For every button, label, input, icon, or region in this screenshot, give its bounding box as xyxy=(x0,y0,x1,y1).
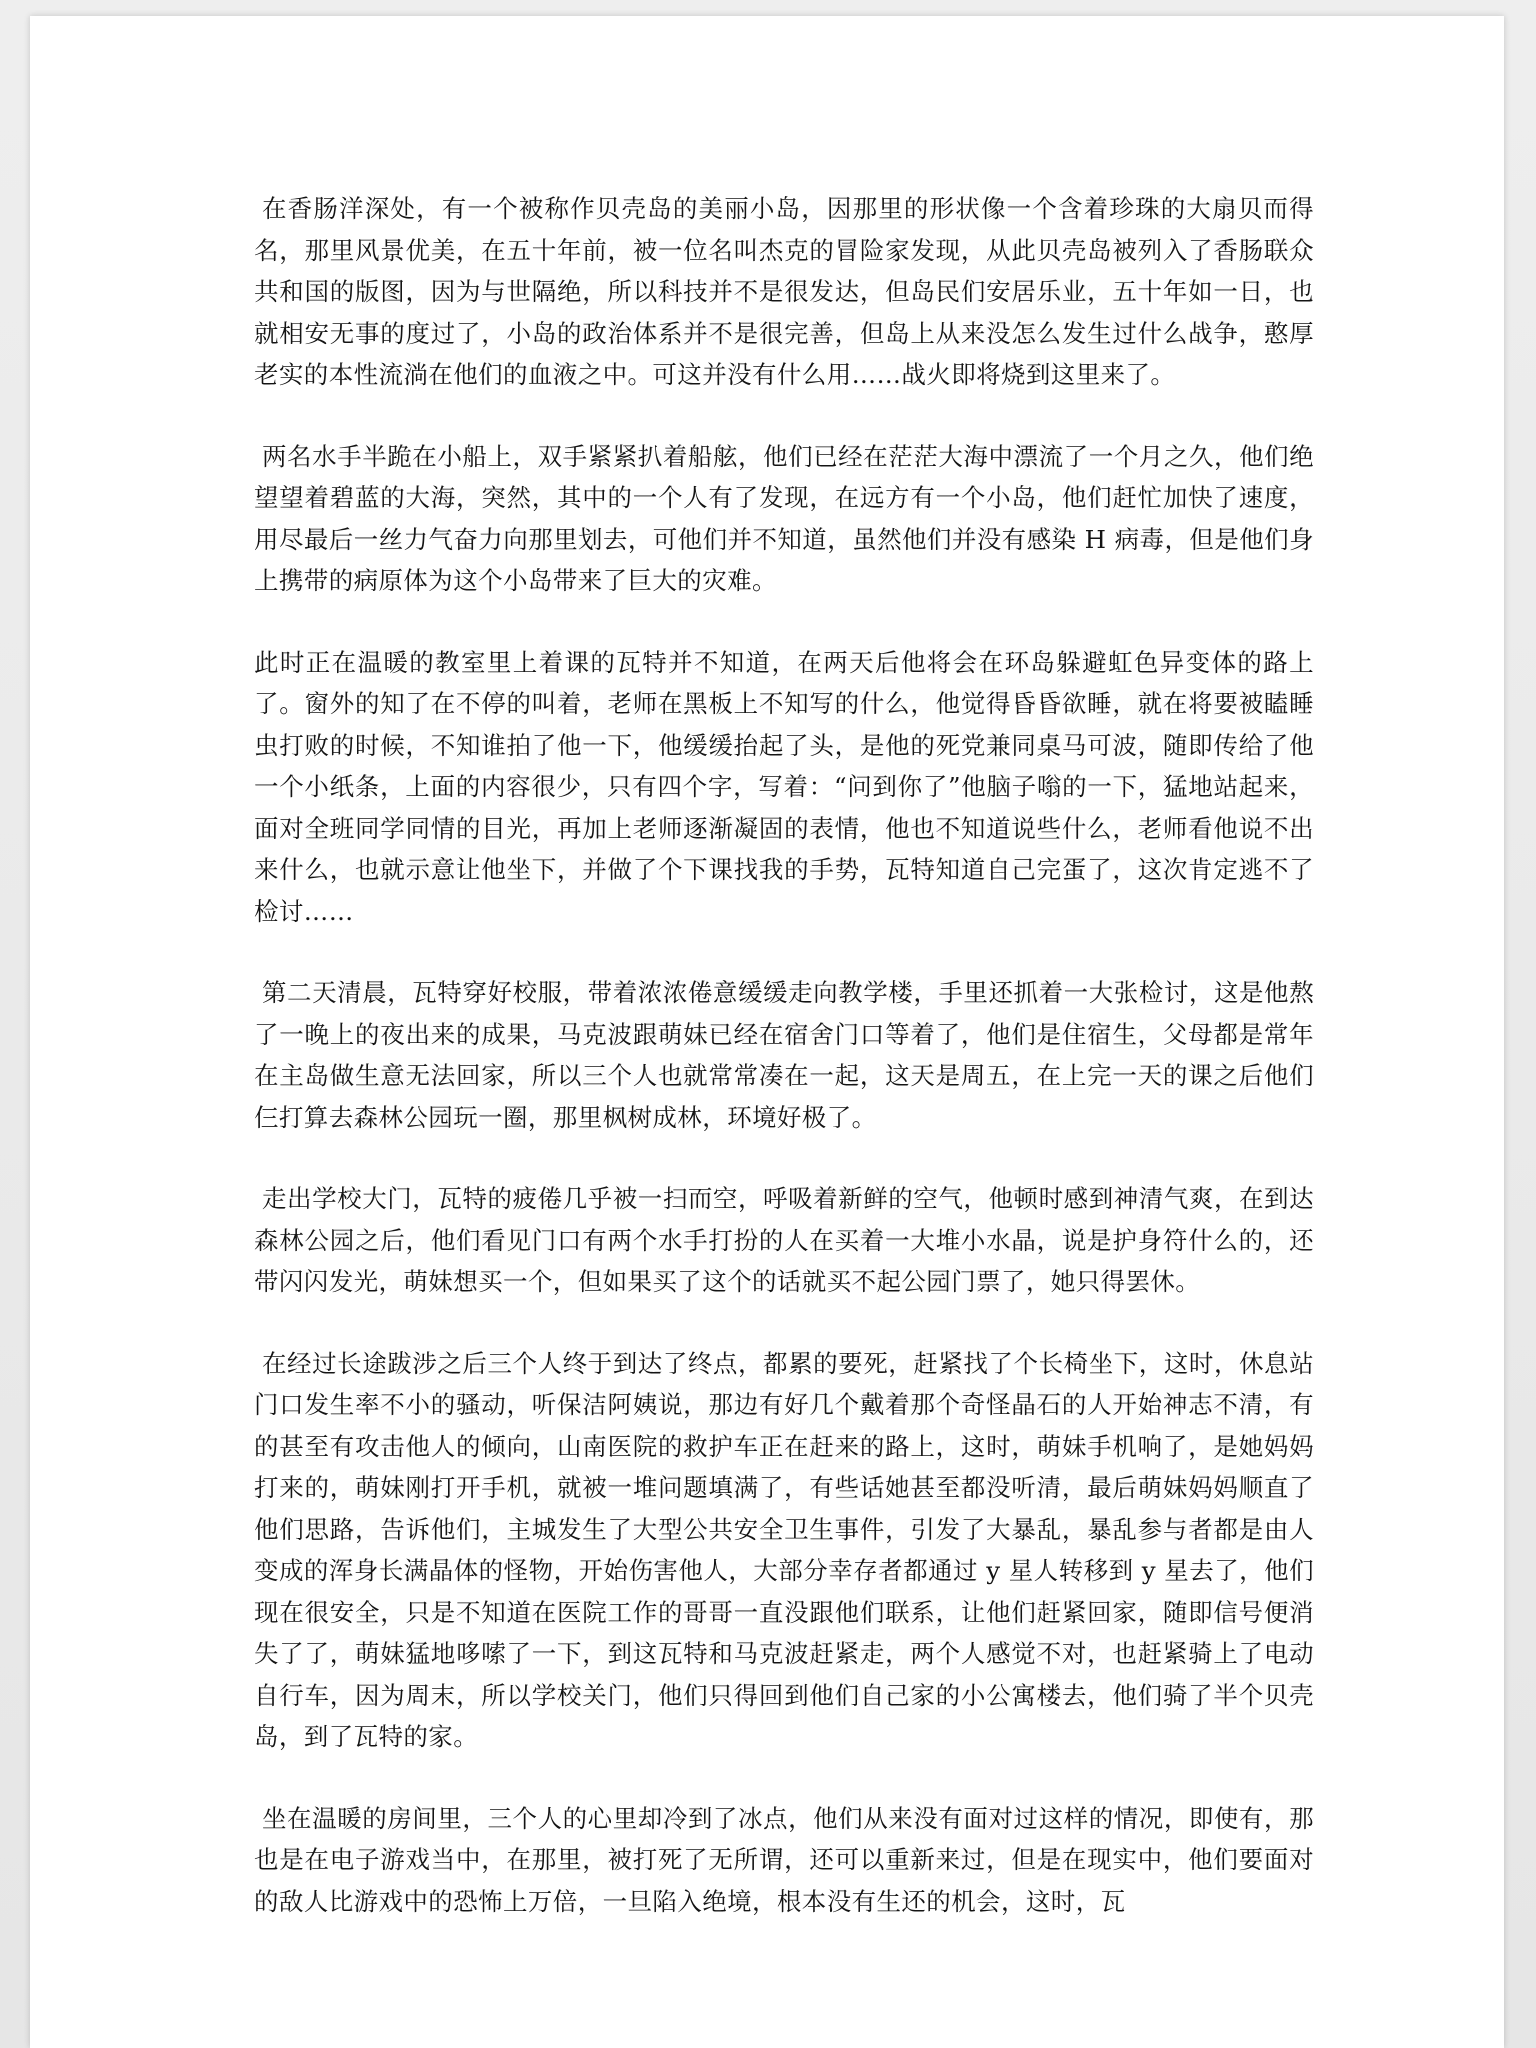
document-body xyxy=(254,188,1314,1962)
paragraph-2: 两名水手半跪在小船上，双手紧紧扒着船舷，他们已经在茫茫大海中漂流了一个月之久，他们绝望望着碧蓝的大海，突然，其中的一个人有了发现，在远方有一个小岛，他们赶忙加快了速度，用尽最后一丝力气奋力向那里划去，可他们并不知道，虽然他们并没有感染 H 病毒，但是他们身上携带的病原体为这个小岛带来了巨大的灾难。 xyxy=(254,441,1314,595)
paragraph-7: 坐在温暖的房间里，三个人的心里却冷到了冰点，他们从来没有面对过这样的情况，即使有，那也是在电子游戏当中，在那里，被打死了无所谓，还可以重新来过，但是在现实中，他们要面对的敌人比游戏中的恐怖上万倍，一旦陷入绝境，根本没有生还的机会，这时，瓦 xyxy=(254,1803,1314,1916)
paragraph-6: 在经过长途跋涉之后三个人终于到达了终点，都累的要死，赶紧找了个长椅坐下，这时，休息站门口发生率不小的骚动，听保洁阿姨说，那边有好几个戴着那个奇怪晶石的人开始神志不清，有的甚至有攻击他人的倾向，山南医院的救护车正在赶来的路上，这时，萌妹手机响了，是她妈妈打来的，萌妹刚打开手机，就被一堆问题填满了，有些话她甚至都没听清，最后萌妹妈妈顺直了他们思路，告诉他们，主城发生了大型公共安全卫生事件，引发了大暴乱，暴乱参与者都是由人变成的浑身长满晶体的怪物，开始伤害他人，大部分幸存者都通过 y 星人转移到 y 星去了，他们现在很安全，只是不知道在医院工作的哥哥一直没跟他们联系，让他们赶紧回家，随即信号便消失了了，萌妹猛地哆嗦了一下，到这瓦特和马克波赶紧走，两个人感觉不对，也赶紧骑上了电动自行车，因为周末，所以学校关门，他们只得回到他们自己家的小公寓楼去，他们骑了半个贝壳岛，到了瓦特的家。 xyxy=(254,1348,1314,1751)
document-page xyxy=(30,16,1504,2048)
paragraph-5: 走出学校大门，瓦特的疲倦几乎被一扫而空，呼吸着新鲜的空气，他顿时感到神清气爽，在到达森林公园之后，他们看见门口有两个水手打扮的人在买着一大堆小水晶，说是护身符什么的，还带闪闪发光，萌妹想买一个，但如果买了这个的话就买不起公园门票了，她只得罢休。 xyxy=(254,1184,1314,1296)
paragraph-3: 此时正在温暖的教室里上着课的瓦特并不知道，在两天后他将会在环岛躲避虹色异变体的路上了。窗外的知了在不停的叫着，老师在黑板上不知写的什么，他觉得昏昏欲睡，就在将要被瞌睡虫打败的时候，不知谁拍了他一下，他缓缓抬起了头，是他的死党兼同桌马可波，随即传给了他一个小纸条，上面的内容很少，只有四个字，写着：“问到你了”他脑子嗡的一下，猛地站起来，面对全班同学同情的目光，再加上老师逐渐凝固的表情，他也不知道说些什么，老师看他说不出来什么，也就示意让他坐下，并做了个下课找我的手势，瓦特知道自己完蛋了，这次肯定逃不了检讨…… xyxy=(254,647,1314,926)
paragraph-4: 第二天清晨，瓦特穿好校服，带着浓浓倦意缓缓走向教学楼，手里还抓着一大张检讨，这是他熬了一晚上的夜出来的成果，马克波跟萌妹已经在宿舍门口等着了，他们是住宿生，父母都是常年在主岛做生意无法回家，所以三个人也就常常凑在一起，这天是周五，在上完一天的课之后他们仨打算去森林公园玩一圈，那里枫树成林，环境好极了。 xyxy=(254,978,1314,1132)
paragraph-1: 在香肠洋深处，有一个被称作贝壳岛的美丽小岛，因那里的形状像一个含着珍珠的大扇贝而得名，那里风景优美，在五十年前，被一位名叫杰克的冒险家发现，从此贝壳岛被列入了香肠联众共和国的版图，因为与世隔绝，所以科技并不是很发达，但岛民们安居乐业，五十年如一日，也就相安无事的度过了，小岛的政治体系并不是很完善，但岛上从来没怎么发生过什么战争，憨厚老实的本性流淌在他们的血液之中。可这并没有什么用……战火即将烧到这里来了。 xyxy=(254,194,1314,389)
